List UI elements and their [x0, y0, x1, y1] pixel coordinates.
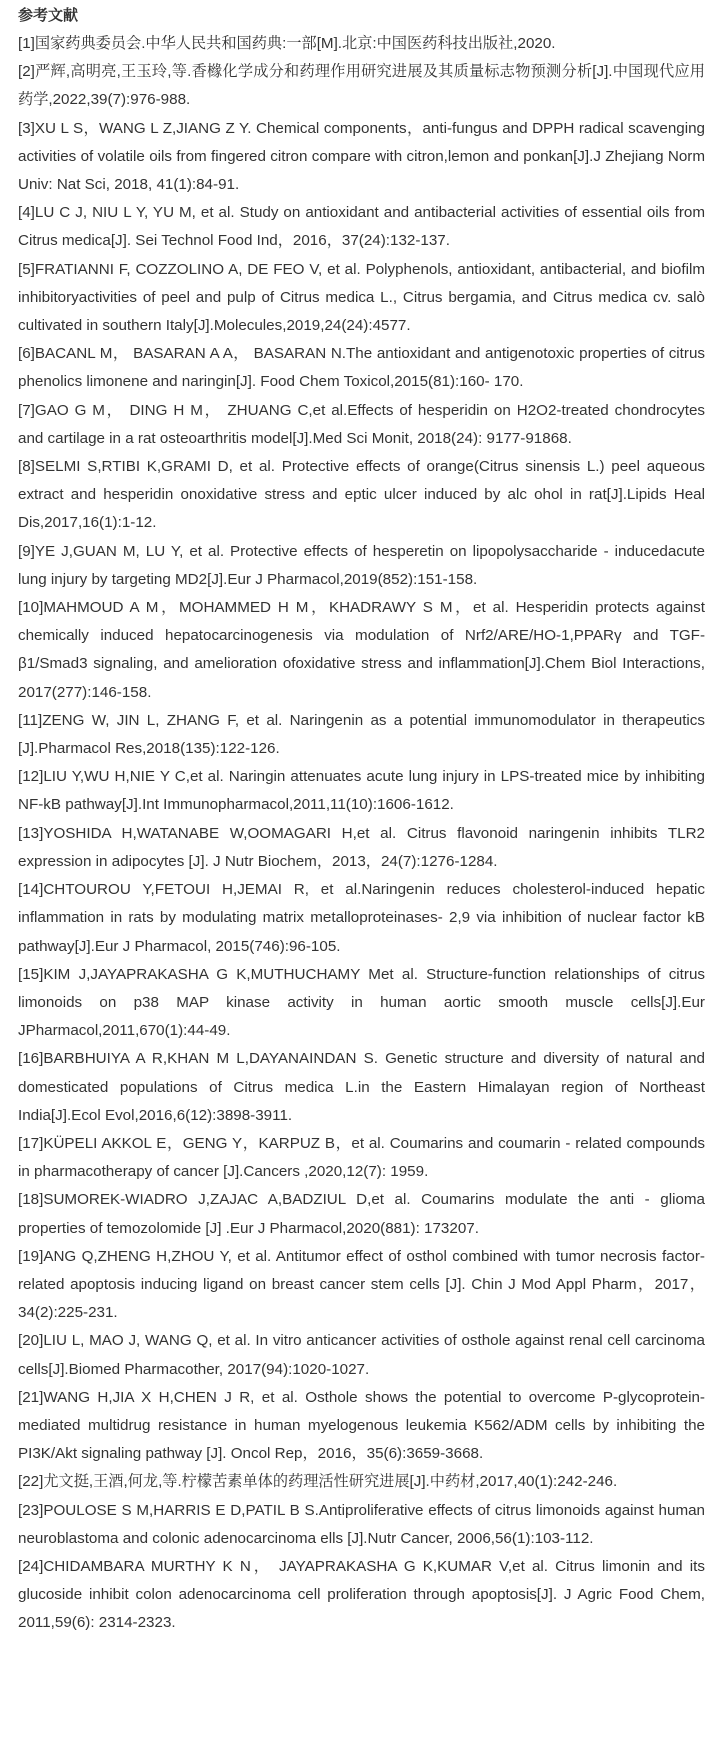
reference-item: [9]YE J,GUAN M, LU Y, et al. Protective effects of hesperetin on lipopolysaccharide - inducedacute lung injury by targeting MD2[J].Eur J Pharmacol,2019(852):151-158.: [18, 542, 705, 588]
reference-item: [1]国家药典委员会.中华人民共和国药典:一部[M].北京:中国医药科技出版社,2020.: [18, 35, 556, 52]
reference-item: [6]BACANL M， BASARAN A A， BASARAN N.The antioxidant and antigenotoxic properties of citrus phenolics limonene and naringin[J]. Food Chem Toxicol,2015(81):160- 170.: [18, 345, 705, 391]
reference-item: [5]FRATIANNI F, COZZOLINO A, DE FEO V, et al. Polyphenols, antioxidant, antibacterial, and biofilm inhibitoryactivities of peel and pulp of Citrus medica L., Citrus bergamia, and Citrus medica cv. salò cultivated in southern Italy[J].Molecules,2019,24(24):4577.: [18, 260, 705, 335]
reference-item: [22]尤文挺,王酒,何龙,等.柠檬苦素单体的药理活性研究进展[J].中药材,2017,40(1):242-246.: [18, 1473, 618, 1491]
reference-item: [10]MAHMOUD A M，MOHAMMED H M，KHADRAWY S M，et al. Hesperidin protects against chemically induced hepatocarcinogenesis via modulation of Nrf2/ARE/HO-1,PPARγ and TGF-β1/Smad3 signaling, and amelioration ofoxidative stress and inflammation[J].Chem Biol Interactions, 2017(277):146-158.: [18, 599, 705, 701]
reference-item: [23]POULOSE S M,HARRIS E D,PATIL B S.Antiproliferative effects of citrus limonoids against human neuroblastoma and colonic adenocarcinoma ells [J].Nutr Cancer, 2006,56(1):103-112.: [18, 1501, 705, 1547]
reference-item: [13]YOSHIDA H,WATANABE W,OOMAGARI H,et al. Citrus flavonoid naringenin inhibits TLR2 expression in adipocytes [J]. J Nutr Biochem，2013，24(7):1276-1284.: [18, 824, 705, 870]
reference-item: [14]CHTOUROU Y,FETOUI H,JEMAI R, et al.Naringenin reduces cholesterol-induced hepatic inflammation in rats by modulating matrix metalloproteinases- 2,9 via inhibition of nuclear factor kB pathway[J].Eur J Pharmacol, 2015(746):96-105.: [18, 881, 705, 955]
reference-item: [2]严辉,高明亮,王玉玲,等.香橼化学成分和药理作用研究进展及其质量标志物预测分析[J].中国现代应用药学,2022,39(7):976-988.: [18, 63, 705, 109]
reference-item: [12]LIU Y,WU H,NIE Y C,et al. Naringin attenuates acute lung injury in LPS-treated mice by inhibiting NF-kB pathway[J].Int Immunopharmacol,2011,11(10):1606-1612.: [18, 768, 705, 814]
reference-list: [18, 30, 705, 1638]
reference-item: [15]KIM J,JAYAPRAKASHA G K,MUTHUCHAMY Met al. Structure-function relationships of citrus limonoids on p38 MAP kinase activity in human aortic smooth muscle cells[J].Eur JPharmacol,2011,670(1):44-49.: [18, 965, 705, 1040]
reference-item: [21]WANG H,JIA X H,CHEN J R, et al. Osthole shows the potential to overcome P-glycoprotein-mediated multidrug resistance in human myelogenous leukemia K562/ADM cells by inhibiting the PI3K/Akt signaling pathway [J]. Oncol Rep，2016，35(6):3659-3668.: [18, 1388, 705, 1463]
reference-item: [3]XU L S，WANG L Z,JIANG Z Y. Chemical components，anti-fungus and DPPH radical scavenging activities of volatile oils from fingered citron compare with citron,lemon and ponkan[J].J Zhejiang Norm Univ: Nat Sci, 2018, 41(1):84-91.: [18, 119, 705, 194]
reference-item: [7]GAO G M， DING H M， ZHUANG C,et al.Effects of hesperidin on H2O2-treated chondrocytes and cartilage in a rat osteoarthritis model[J].Med Sci Monit, 2018(24): 9177-91868.: [18, 401, 705, 447]
reference-item: [17]KÜPELI AKKOL E，GENG Y，KARPUZ B，et al. Coumarins and coumarin - related compounds in pharmacotherapy of cancer [J].Cancers ,2020,12(7): 1959.: [18, 1134, 705, 1181]
reference-item: [18]SUMOREK-WIADRO J,ZAJAC A,BADZIUL D,et al. Coumarins modulate the anti - glioma properties of temozolomide [J] .Eur J Pharmacol,2020(881): 173207.: [18, 1191, 705, 1237]
references-heading: 参考文献: [18, 7, 79, 24]
reference-item: [16]BARBHUIYA A R,KHAN M L,DAYANAINDAN S. Genetic structure and diversity of natural and domesticated populations of Citrus medica L.in the Eastern Himalayan region of Northeast India[J].Ecol Evol,2016,6(12):3898-3911.: [18, 1050, 705, 1124]
reference-item: [19]ANG Q,ZHENG H,ZHOU Y, et al. Antitumor effect of osthol combined with tumor necrosis factor-related apoptosis inducing ligand on breast cancer stem cells [J]. Chin J Mod Appl Pharm，2017，34(2):225-231.: [18, 1247, 705, 1322]
reference-item: [11]ZENG W, JIN L, ZHANG F, et al. Naringenin as a potential immunomodulator in therapeutics [J].Pharmacol Res,2018(135):122-126.: [18, 711, 705, 758]
reference-item: [4]LU C J, NIU L Y, YU M, et al. Study on antioxidant and antibacterial activities of essential oils from Citrus medica[J]. Sei Technol Food Ind，2016，37(24):132-137.: [18, 204, 705, 250]
reference-item: [20]LIU L, MAO J, WANG Q, et al. In vitro anticancer activities of osthole against renal cell carcinoma cells[J].Biomed Pharmacother, 2017(94):1020-1027.: [18, 1332, 705, 1378]
reference-item: [8]SELMI S,RTIBI K,GRAMI D, et al. Protective effects of orange(Citrus sinensis L.) peel aqueous extract and hesperidin onoxidative stress and eptic ulcer induced by alc ohol in rat[J].Lipids Heal Dis,2017,16(1):1-12.: [18, 458, 705, 532]
reference-item: [24]CHIDAMBARA MURTHY K N， JAYAPRAKASHA G K,KUMAR V,et al. Citrus limonin and its glucoside inhibit colon adenocarcinoma cell proliferation through apoptosis[J]. J Agric Food Chem, 2011,59(6): 2314-2323.: [18, 1557, 705, 1632]
